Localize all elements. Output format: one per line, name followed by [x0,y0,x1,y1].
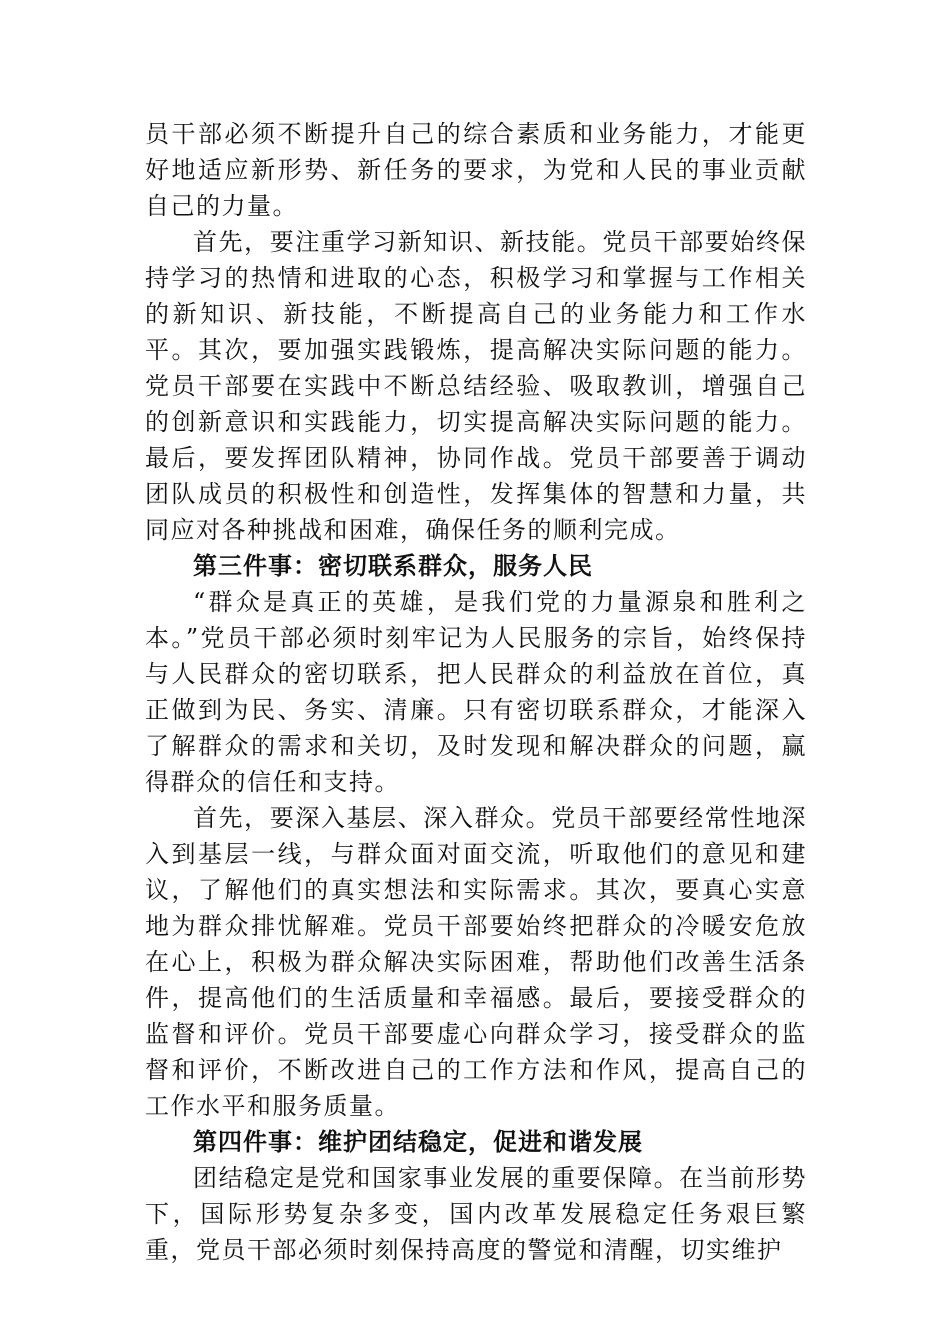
document-page [145,116,807,1268]
section-heading-four: 第四件事：维护团结稳定，促进和谐发展 [193,1128,643,1156]
section-heading-three: 第三件事：密切联系群众，服务人民 [193,552,593,580]
paragraph-continuation: 员干部必须不断提升自己的综合素质和业务能力，才能更好地适应新形势、新任务的要求，为党和人民的事业贡献自己的力量。 [145,120,807,220]
paragraph-grassroots: 首先，要深入基层、深入群众。党员干部要经常性地深入到基层一线，与群众面对面交流，听取他们的意见和建议，了解他们的真实想法和实际需求。其次，要真心实意地为群众排忧解难。党员干部要始终把群众的冷暖安危放在心上，积极为群众解决实际困难，帮助他们改善生活条件，提高他们的生活质量和幸福感。最后，要接受群众的监督和评价。党员干部要虚心向群众学习，接受群众的监督和评价，不断改进自己的工作方法和作风，提高自己的工作水平和服务质量。 [145,804,807,1120]
paragraph-study-skills: 首先，要注重学习新知识、新技能。党员干部要始终保持学习的热情和进取的心态，积极学习和掌握与工作相关的新知识、新技能，不断提高自己的业务能力和工作水平。其次，要加强实践锻炼，提高解决实际问题的能力。党员干部要在实践中不断总结经验、吸取教训，增强自己的创新意识和实践能力，切实提高解决实际问题的能力。最后，要发挥团队精神，协同作战。党员干部要善于调动团队成员的积极性和创造性，发挥集体的智慧和力量，共同应对各种挑战和困难，确保任务的顺利完成。 [145,228,807,544]
paragraph-masses-quote: “群众是真正的英雄，是我们党的力量源泉和胜利之本。”党员干部必须时刻牢记为人民服务的宗旨，始终保持与人民群众的密切联系，把人民群众的利益放在首位，真正做到为民、务实、清廉。只有密切联系群众，才能深入了解群众的需求和关切，及时发现和解决群众的问题，赢得群众的信任和支持。 [145,588,807,796]
paragraph-unity-stability: 团结稳定是党和国家事业发展的重要保障。在当前形势下，国际形势复杂多变，国内改革发展稳定任务艰巨繁重，党员干部必须时刻保持高度的警觉和清醒，切实维护 [145,1164,807,1264]
